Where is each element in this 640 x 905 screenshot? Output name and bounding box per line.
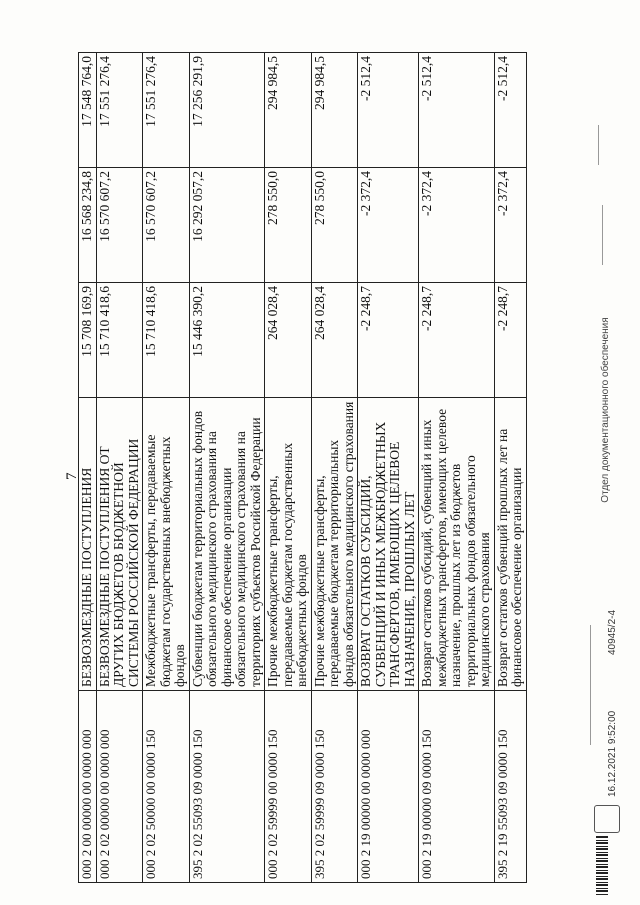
table-row bbox=[419, 53, 495, 883]
footer-timestamp: 16.12.2021 9:52:00 bbox=[607, 710, 618, 797]
value-year-2: -2 372,4 bbox=[358, 168, 419, 283]
item-name: ВОЗВРАТ ОСТАТКОВ СУБСИДИЙ, СУБВЕНЦИЙ И ИНЫХ МЕЖБЮДЖЕТНЫХ ТРАНСФЕРТОВ, ИМЕЮЩИХ ЦЕЛЕВОЕ НАЗНАЧЕНИЕ, ПРОШЛЫХ ЛЕТ bbox=[358, 398, 419, 691]
value-year-3: 294 984,5 bbox=[265, 53, 312, 168]
value-year-1: 15 710 418,6 bbox=[143, 283, 190, 398]
item-name: Возврат остатков субвенций прошлых лет на финансовое обеспечение организации bbox=[494, 398, 526, 691]
value-year-2: -2 372,4 bbox=[419, 168, 495, 283]
item-name: Субвенции бюджетам территориальных фондов обязательного медицинского страхования на финансовое обеспечение организации обязательного медицинского страхования на территориях субъектов Российской Федерации bbox=[189, 398, 265, 691]
value-year-1: 15 446 390,2 bbox=[189, 283, 265, 398]
footer-department: Отдел документационного обеспечения bbox=[600, 317, 611, 503]
item-name: Возврат остатков субсидий, субвенций и иных межбюджетных трансфертов, имеющих целевое назначение, прошлых лет из бюджетов территориальных фондов обязательного медицинского страхования bbox=[419, 398, 495, 691]
value-year-1: 264 028,4 bbox=[311, 283, 358, 398]
value-year-2: 16 570 607,2 bbox=[143, 168, 190, 283]
value-year-3: -2 512,4 bbox=[358, 53, 419, 168]
table-row bbox=[358, 53, 419, 883]
table-row bbox=[311, 53, 358, 883]
value-year-2: -2 372,4 bbox=[494, 168, 526, 283]
budget-code: 395 2 02 59999 09 0000 150 bbox=[311, 691, 358, 883]
value-year-3: -2 512,4 bbox=[494, 53, 526, 168]
value-year-2: 278 550,0 bbox=[311, 168, 358, 283]
item-name: БЕЗВОЗМЕЗДНЫЕ ПОСТУПЛЕНИЯ ОТ ДРУГИХ БЮДЖЕТОВ БЮДЖЕТНОЙ СИСТЕМЫ РОССИЙСКОЙ ФЕДЕРАЦИИ bbox=[96, 398, 143, 691]
table-row bbox=[189, 53, 265, 883]
budget-code: 395 2 02 55093 09 0000 150 bbox=[189, 691, 265, 883]
table-row bbox=[96, 53, 143, 883]
scan-artifact bbox=[602, 205, 603, 265]
budget-code: 000 2 02 50000 00 0000 150 bbox=[143, 691, 190, 883]
scan-artifact bbox=[590, 625, 591, 745]
value-year-1: -2 248,7 bbox=[494, 283, 526, 398]
value-year-1: 264 028,4 bbox=[265, 283, 312, 398]
value-year-2: 278 550,0 bbox=[265, 168, 312, 283]
table-row bbox=[494, 53, 526, 883]
budget-code: 395 2 19 55093 09 0000 150 bbox=[494, 691, 526, 883]
value-year-3: 17 551 276,4 bbox=[96, 53, 143, 168]
value-year-3: 17 551 276,4 bbox=[143, 53, 190, 168]
scan-artifact bbox=[598, 125, 599, 165]
budget-code: 000 2 19 00000 00 0000 000 bbox=[358, 691, 419, 883]
value-year-1: -2 248,7 bbox=[358, 283, 419, 398]
value-year-1: 15 708 169,9 bbox=[79, 283, 97, 398]
budget-code: 000 2 19 00000 09 0000 150 bbox=[419, 691, 495, 883]
value-year-2: 16 570 607,2 bbox=[96, 168, 143, 283]
table-row bbox=[265, 53, 312, 883]
value-year-3: 294 984,5 bbox=[311, 53, 358, 168]
value-year-2: 16 292 057,2 bbox=[189, 168, 265, 283]
budget-table bbox=[78, 52, 527, 883]
item-name: Прочие межбюджетные трансферты, передаваемые бюджетам территориальных фондов обязательного медицинского страхования bbox=[311, 398, 358, 691]
item-name: БЕЗВОЗМЕЗДНЫЕ ПОСТУПЛЕНИЯ bbox=[79, 398, 97, 691]
page-number: 7 bbox=[64, 472, 80, 480]
value-year-3: 17 548 764,0 bbox=[79, 53, 97, 168]
value-year-1: 15 710 418,6 bbox=[96, 283, 143, 398]
footer-document-code: 40945/2-4 bbox=[607, 609, 618, 655]
value-year-2: 16 568 234,8 bbox=[79, 168, 97, 283]
budget-code: 000 2 02 00000 00 0000 000 bbox=[96, 691, 143, 883]
value-year-3: 17 256 291,9 bbox=[189, 53, 265, 168]
budget-code: 000 2 00 00000 00 0000 000 bbox=[79, 691, 97, 883]
barcode bbox=[596, 835, 608, 895]
item-name: Прочие межбюджетные трансферты, передаваемые бюджетам государственных внебюджетных фондов bbox=[265, 398, 312, 691]
registration-stamp bbox=[594, 805, 620, 833]
table-row bbox=[143, 53, 190, 883]
value-year-1: -2 248,7 bbox=[419, 283, 495, 398]
budget-code: 000 2 02 59999 00 0000 150 bbox=[265, 691, 312, 883]
table-row bbox=[79, 53, 97, 883]
item-name: Межбюджетные трансферты, передаваемые бюджетам государственных внебюджетных фондов bbox=[143, 398, 190, 691]
value-year-3: -2 512,4 bbox=[419, 53, 495, 168]
